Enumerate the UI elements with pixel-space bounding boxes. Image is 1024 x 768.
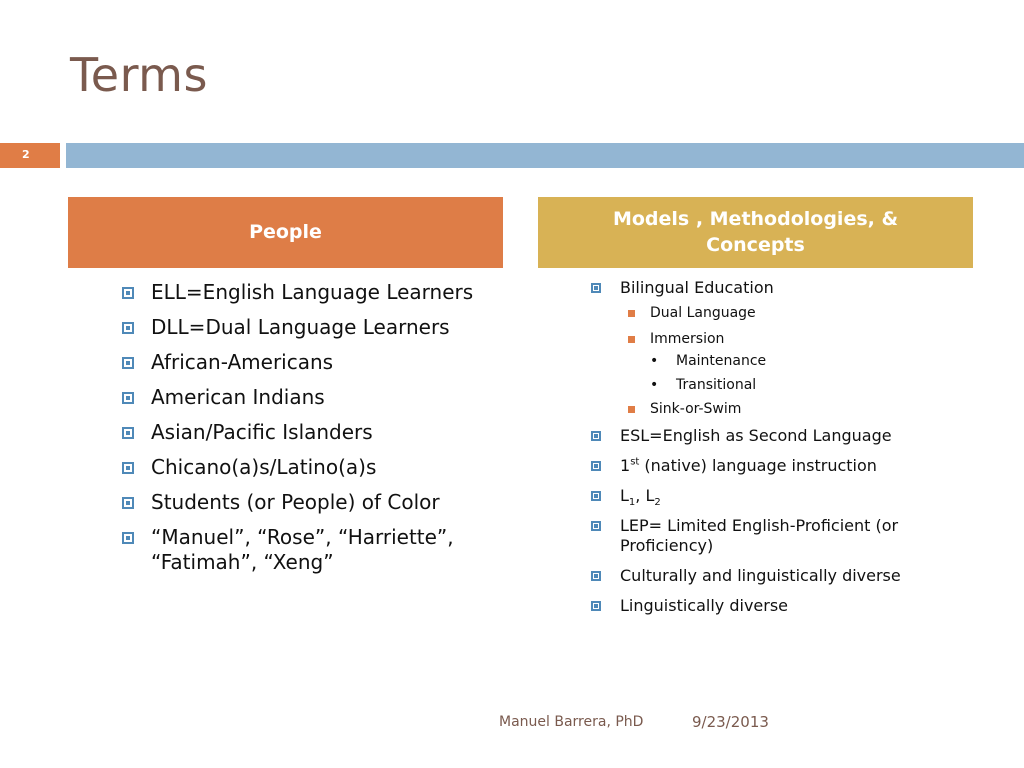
orange-square-bullet-icon [628,310,635,317]
sublist-item-sink-or-swim: Sink-or-Swim [590,400,980,418]
subsublist-item-maintenance: • Maintenance [650,353,767,369]
list-item-l1-l2: $L_1$, $L_2$ [590,486,980,506]
square-bullet-icon [122,287,134,299]
list-item: ELL=English Language Learners [118,280,503,305]
square-bullet-icon [591,283,601,293]
square-bullet-icon [591,461,601,471]
footer-date: 9/23/2013 [692,713,769,731]
list-item: American Indians [118,385,503,410]
models-header-line1: Models , Methodologies, & [612,207,899,230]
square-bullet-icon [591,521,601,531]
list-item-culturally-diverse: Culturally and linguistically diverse [590,566,980,586]
people-column-header [68,197,503,268]
sublist-item-dual-language: Dual Language [590,304,980,322]
square-bullet-icon [591,431,601,441]
square-bullet-icon [122,322,134,334]
people-list [118,280,503,585]
slide-title: Terms [70,48,208,102]
sublist-item-immersion: Immersion [590,330,980,348]
slide-number-badge [0,143,60,168]
square-bullet-icon [122,427,134,439]
slide-number: 2 [22,148,30,161]
square-bullet-icon [122,357,134,369]
list-item: Chicano(a)s/Latino(a)s [118,455,503,480]
list-item-linguistically-diverse: Linguistically diverse [590,596,980,616]
dot-bullet-icon: • [650,353,659,369]
list-item-first-language: 1st (native) language instruction [590,456,980,476]
square-bullet-icon [122,392,134,404]
orange-square-bullet-icon [628,406,635,413]
square-bullet-icon [122,462,134,474]
list-item: African-Americans [118,350,503,375]
list-item: Students (or People) of Color [118,490,503,515]
dot-bullet-icon: • [650,377,659,393]
people-header-label: People [249,220,322,243]
square-bullet-icon [591,601,601,611]
list-item: Asian/Pacific Islanders [118,420,503,445]
models-list [590,278,980,626]
list-item-lep: LEP= Limited English-Proficient (or Proficiency) [590,516,980,556]
header-divider-bar [66,143,1024,168]
square-bullet-icon [122,532,134,544]
subsublist-item-transitional: • Transitional [650,377,757,393]
square-bullet-icon [591,491,601,501]
square-bullet-icon [122,497,134,509]
list-item: “Manuel”, “Rose”, “Harriette”, “Fatimah”, “Xeng” [118,525,503,575]
footer-author: Manuel Barrera, PhD [499,714,644,730]
list-item-bilingual: Bilingual Education [590,278,980,298]
square-bullet-icon [591,571,601,581]
models-column-header [538,197,973,268]
list-item: DLL=Dual Language Learners [118,315,503,340]
models-header-line2: Concepts [706,233,805,256]
orange-square-bullet-icon [628,336,635,343]
list-item-esl: ESL=English as Second Language [590,426,980,446]
